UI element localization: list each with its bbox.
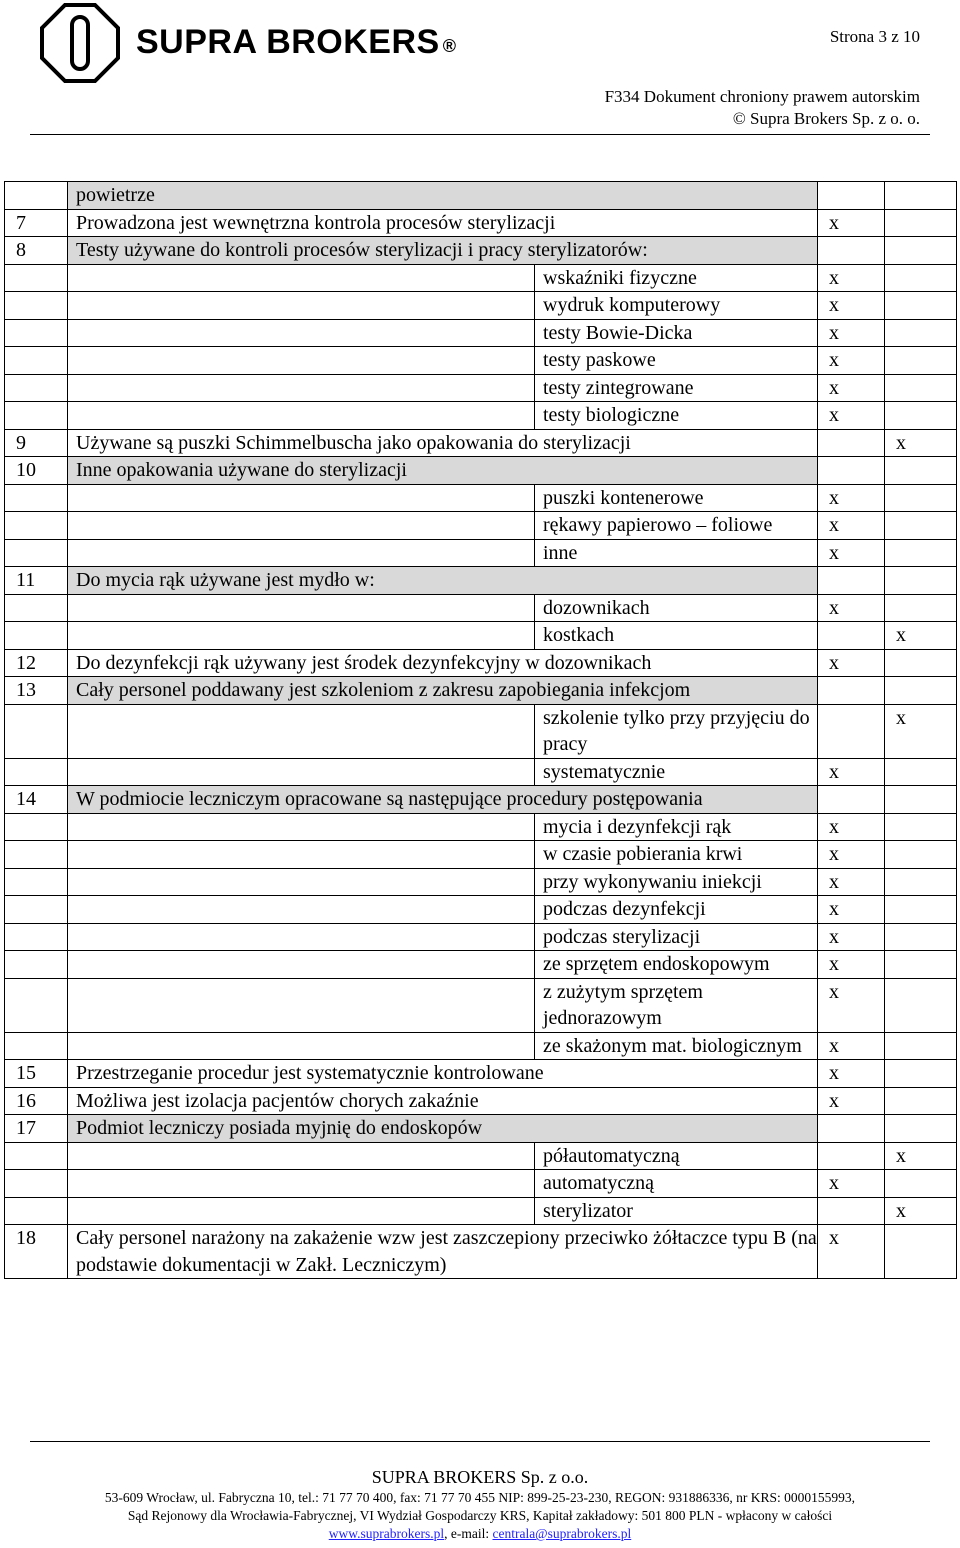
indent-cell	[68, 347, 535, 375]
answer-yes-cell: x	[818, 896, 885, 924]
indent-cell	[68, 512, 535, 540]
answer-no-cell	[885, 512, 957, 540]
footer-address: 53-609 Wrocław, ul. Fabryczna 10, tel.: 71 77 70 400, fax: 71 77 70 455 NIP: 899-25-23-230, REGON: 931886336, nr KRS: 0000155993,	[104, 1490, 856, 1505]
table-row	[5, 841, 957, 869]
answer-no-cell	[885, 841, 957, 869]
answer-yes-cell	[818, 622, 885, 650]
option-text: półautomatyczną	[535, 1142, 818, 1170]
table-row	[5, 813, 957, 841]
table-row	[5, 1060, 957, 1088]
row-number	[5, 704, 68, 758]
row-number	[5, 951, 68, 979]
answer-no-cell: x	[885, 622, 957, 650]
brand-name	[136, 20, 456, 64]
answer-no-cell	[885, 182, 957, 210]
answer-no-cell	[885, 594, 957, 622]
option-text: wydruk komputerowy	[535, 292, 818, 320]
answer-yes-cell: x	[818, 1170, 885, 1198]
question-text: Używane są puszki Schimmelbuscha jako opakowania do sterylizacji	[68, 429, 818, 457]
answer-yes-cell: x	[818, 594, 885, 622]
indent-cell	[68, 868, 535, 896]
option-text: ze sprzętem endoskopowym	[535, 951, 818, 979]
document-id: F334 Dokument chroniony prawem autorskim	[604, 87, 920, 106]
indent-cell	[68, 539, 535, 567]
email-prefix: , e-mail:	[444, 1526, 493, 1541]
option-text: w czasie pobierania krwi	[535, 841, 818, 869]
table-row	[5, 292, 957, 320]
answer-no-cell	[885, 539, 957, 567]
registered-mark: ®	[442, 36, 457, 56]
answer-no-cell	[885, 1225, 957, 1279]
footer-divider	[30, 1441, 930, 1442]
table-row	[5, 1142, 957, 1170]
table-row	[5, 402, 957, 430]
option-text: puszki kontenerowe	[535, 484, 818, 512]
table-row	[5, 923, 957, 951]
row-number	[5, 923, 68, 951]
answer-no-cell: x	[885, 704, 957, 758]
row-number	[5, 512, 68, 540]
footer-company: SUPRA BROKERS Sp. z o.o.	[371, 1467, 589, 1487]
answer-yes-cell: x	[818, 649, 885, 677]
page-header	[0, 0, 960, 140]
table-row	[5, 484, 957, 512]
indent-cell	[68, 896, 535, 924]
option-text: ze skażonym mat. biologicznym	[535, 1032, 818, 1060]
table-row	[5, 896, 957, 924]
row-number: 15	[5, 1060, 68, 1088]
option-text: sterylizator	[535, 1197, 818, 1225]
question-text: Inne opakowania używane do sterylizacji	[68, 457, 818, 485]
answer-yes-cell: x	[818, 374, 885, 402]
indent-cell	[68, 292, 535, 320]
row-number	[5, 374, 68, 402]
question-text: Do mycia rąk używane jest mydło w:	[68, 567, 818, 595]
indent-cell	[68, 841, 535, 869]
option-text: rękawy papierowo – foliowe	[535, 512, 818, 540]
answer-no-cell	[885, 786, 957, 814]
answer-yes-cell: x	[818, 402, 885, 430]
table-row	[5, 567, 957, 595]
option-text: wskaźniki fizyczne	[535, 264, 818, 292]
answer-yes-cell: x	[818, 951, 885, 979]
indent-cell	[68, 758, 535, 786]
answer-yes-cell	[818, 457, 885, 485]
header-divider	[30, 134, 930, 135]
option-text: dozownikach	[535, 594, 818, 622]
answer-yes-cell	[818, 786, 885, 814]
option-text: inne	[535, 539, 818, 567]
question-text: Testy używane do kontroli procesów sterylizacji i pracy sterylizatorów:	[68, 237, 818, 265]
brand-text: SUPRA BROKERS	[136, 23, 440, 61]
answer-yes-cell	[818, 429, 885, 457]
question-text: Przestrzeganie procedur jest systematycznie kontrolowane	[68, 1060, 818, 1088]
row-number	[5, 594, 68, 622]
questionnaire-table-body	[5, 182, 957, 1279]
row-number	[5, 402, 68, 430]
answer-yes-cell	[818, 567, 885, 595]
option-text: kostkach	[535, 622, 818, 650]
row-number: 14	[5, 786, 68, 814]
question-text: Cały personel poddawany jest szkoleniom z zakresu zapobiegania infekcjom	[68, 677, 818, 705]
answer-yes-cell: x	[818, 484, 885, 512]
row-number	[5, 292, 68, 320]
question-text: Możliwa jest izolacja pacjentów chorych zakaźnie	[68, 1087, 818, 1115]
answer-no-cell	[885, 1032, 957, 1060]
indent-cell	[68, 402, 535, 430]
row-number: 17	[5, 1115, 68, 1143]
row-number	[5, 1197, 68, 1225]
indent-cell	[68, 374, 535, 402]
indent-cell	[68, 484, 535, 512]
row-number	[5, 539, 68, 567]
website-link[interactable]: www.suprabrokers.pl	[328, 1526, 445, 1541]
answer-no-cell: x	[885, 1142, 957, 1170]
indent-cell	[68, 319, 535, 347]
row-number	[5, 1170, 68, 1198]
table-row	[5, 347, 957, 375]
table-row	[5, 594, 957, 622]
table-row	[5, 1225, 957, 1279]
question-text: Podmiot leczniczy posiada myjnię do endoskopów	[68, 1115, 818, 1143]
copyright-notice: © Supra Brokers Sp. z o. o.	[732, 109, 920, 128]
row-number: 10	[5, 457, 68, 485]
table-row	[5, 622, 957, 650]
email-link[interactable]: centrala@suprabrokers.pl	[492, 1526, 632, 1541]
option-text: szkolenie tylko przy przyjęciu do pracy	[535, 704, 818, 758]
indent-cell	[68, 622, 535, 650]
answer-yes-cell: x	[818, 813, 885, 841]
answer-yes-cell: x	[818, 758, 885, 786]
indent-cell	[68, 1170, 535, 1198]
table-row	[5, 182, 957, 210]
question-text: Prowadzona jest wewnętrzna kontrola procesów sterylizacji	[68, 209, 818, 237]
table-row	[5, 649, 957, 677]
table-row	[5, 868, 957, 896]
indent-cell	[68, 813, 535, 841]
question-text: Cały personel narażony na zakażenie wzw jest zaszczepiony przeciwko żółtaczce typu B (na podstawie dokumentacji w Zakł. Leczniczym)	[68, 1225, 818, 1279]
answer-no-cell	[885, 758, 957, 786]
answer-yes-cell	[818, 1115, 885, 1143]
answer-yes-cell: x	[818, 319, 885, 347]
answer-no-cell	[885, 457, 957, 485]
answer-yes-cell	[818, 1197, 885, 1225]
row-number: 13	[5, 677, 68, 705]
answer-no-cell	[885, 292, 957, 320]
answer-no-cell	[885, 209, 957, 237]
option-text: podczas dezynfekcji	[535, 896, 818, 924]
option-text: automatyczną	[535, 1170, 818, 1198]
indent-cell	[68, 978, 535, 1032]
table-row	[5, 677, 957, 705]
option-text: z zużytym sprzętem jednorazowym	[535, 978, 818, 1032]
row-number	[5, 978, 68, 1032]
table-row	[5, 264, 957, 292]
answer-no-cell	[885, 567, 957, 595]
table-row	[5, 786, 957, 814]
table-row	[5, 951, 957, 979]
option-text: systematycznie	[535, 758, 818, 786]
row-number	[5, 841, 68, 869]
answer-yes-cell: x	[818, 292, 885, 320]
table-row	[5, 1087, 957, 1115]
answer-yes-cell: x	[818, 1225, 885, 1279]
table-row	[5, 457, 957, 485]
option-text: testy Bowie-Dicka	[535, 319, 818, 347]
table-row	[5, 512, 957, 540]
row-number: 9	[5, 429, 68, 457]
indent-cell	[68, 1142, 535, 1170]
table-row	[5, 978, 957, 1032]
option-text: mycia i dezynfekcji rąk	[535, 813, 818, 841]
table-row	[5, 1170, 957, 1198]
answer-no-cell	[885, 1060, 957, 1088]
row-number	[5, 347, 68, 375]
answer-yes-cell: x	[818, 841, 885, 869]
row-number	[5, 1142, 68, 1170]
row-number	[5, 319, 68, 347]
answer-no-cell	[885, 813, 957, 841]
row-number	[5, 813, 68, 841]
answer-no-cell	[885, 1170, 957, 1198]
row-number: 11	[5, 567, 68, 595]
answer-yes-cell	[818, 677, 885, 705]
table-row	[5, 209, 957, 237]
indent-cell	[68, 264, 535, 292]
footer-contact	[0, 1525, 960, 1543]
answer-yes-cell: x	[818, 512, 885, 540]
row-number: 18	[5, 1225, 68, 1279]
option-text: testy paskowe	[535, 347, 818, 375]
answer-no-cell	[885, 923, 957, 951]
indent-cell	[68, 1197, 535, 1225]
answer-yes-cell	[818, 237, 885, 265]
row-number: 16	[5, 1087, 68, 1115]
table-row	[5, 704, 957, 758]
indent-cell	[68, 594, 535, 622]
row-number	[5, 758, 68, 786]
table-row	[5, 539, 957, 567]
page-number: Strona 3 z 10	[829, 27, 920, 46]
answer-yes-cell: x	[818, 1087, 885, 1115]
question-text: Do dezynfekcji rąk używany jest środek dezynfekcyjny w dozownikach	[68, 649, 818, 677]
row-number: 12	[5, 649, 68, 677]
row-number: 8	[5, 237, 68, 265]
option-text: testy biologiczne	[535, 402, 818, 430]
answer-yes-cell: x	[818, 1032, 885, 1060]
option-text: podczas sterylizacji	[535, 923, 818, 951]
answer-yes-cell: x	[818, 1060, 885, 1088]
table-row	[5, 319, 957, 347]
table-row	[5, 758, 957, 786]
row-number	[5, 868, 68, 896]
answer-no-cell	[885, 896, 957, 924]
answer-no-cell: x	[885, 429, 957, 457]
option-text: testy zintegrowane	[535, 374, 818, 402]
indent-cell	[68, 923, 535, 951]
question-text: W podmiocie leczniczym opracowane są następujące procedury postępowania	[68, 786, 818, 814]
question-text: powietrze	[68, 182, 818, 210]
answer-no-cell	[885, 1115, 957, 1143]
row-number	[5, 896, 68, 924]
answer-yes-cell: x	[818, 209, 885, 237]
indent-cell	[68, 1032, 535, 1060]
row-number	[5, 182, 68, 210]
answer-yes-cell: x	[818, 264, 885, 292]
answer-no-cell	[885, 347, 957, 375]
answer-no-cell	[885, 677, 957, 705]
table-row	[5, 237, 957, 265]
row-number	[5, 264, 68, 292]
answer-no-cell	[885, 951, 957, 979]
answer-yes-cell: x	[818, 539, 885, 567]
answer-yes-cell	[818, 182, 885, 210]
indent-cell	[68, 704, 535, 758]
answer-no-cell	[885, 649, 957, 677]
questionnaire-table	[4, 181, 957, 1279]
answer-no-cell	[885, 237, 957, 265]
answer-no-cell	[885, 264, 957, 292]
row-number: 7	[5, 209, 68, 237]
supra-logo-icon	[40, 3, 120, 83]
answer-yes-cell	[818, 704, 885, 758]
option-text: przy wykonywaniu iniekcji	[535, 868, 818, 896]
answer-yes-cell: x	[818, 978, 885, 1032]
answer-yes-cell: x	[818, 347, 885, 375]
answer-yes-cell: x	[818, 923, 885, 951]
answer-no-cell	[885, 402, 957, 430]
table-row	[5, 374, 957, 402]
indent-cell	[68, 951, 535, 979]
row-number	[5, 1032, 68, 1060]
answer-yes-cell	[818, 1142, 885, 1170]
answer-no-cell	[885, 319, 957, 347]
table-row	[5, 1032, 957, 1060]
answer-yes-cell: x	[818, 868, 885, 896]
answer-no-cell	[885, 484, 957, 512]
answer-no-cell	[885, 374, 957, 402]
answer-no-cell	[885, 978, 957, 1032]
table-row	[5, 1115, 957, 1143]
answer-no-cell: x	[885, 1197, 957, 1225]
table-row	[5, 429, 957, 457]
answer-no-cell	[885, 1087, 957, 1115]
answer-no-cell	[885, 868, 957, 896]
footer-registry: Sąd Rejonowy dla Wrocławia-Fabrycznej, VI Wydział Gospodarczy KRS, Kapitał zakładowy: 501 800 PLN - wpłacony w całości	[127, 1508, 833, 1523]
row-number	[5, 484, 68, 512]
row-number	[5, 622, 68, 650]
table-row	[5, 1197, 957, 1225]
